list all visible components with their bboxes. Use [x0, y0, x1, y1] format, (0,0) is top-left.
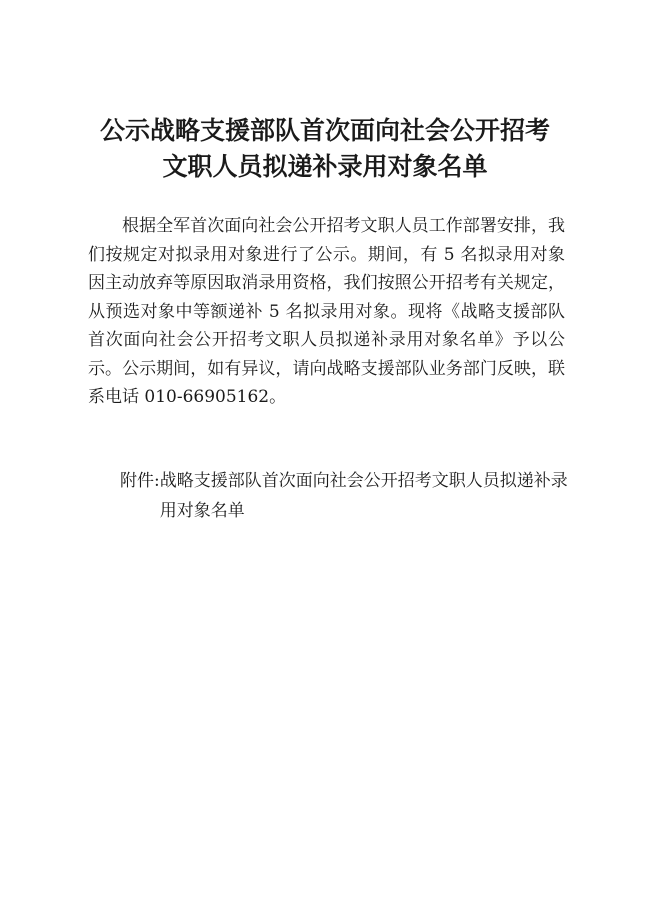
title-line-1: 公示战略支援部队首次面向社会公开招考: [99, 116, 550, 145]
attachment-label: 附件:: [120, 471, 160, 491]
title-line-2: 文职人员拟递补录用对象名单: [162, 152, 488, 181]
attachment-note: [120, 466, 575, 526]
body-paragraph: 根据全军首次面向社会公开招考文职人员工作部署安排，我们按规定对拟录用对象进行了公示。期间，有 5 名拟录用对象因主动放弃等原因取消录用资格，我们按照公开招考有关规定，从预选对象中等额递补 5 名拟录用对象。现将《战略支援部队首次面向社会公开招考文职人员拟递补录用对象名单》予以公示。公示期间，如有异议，请向战略支援部队业务部门反映，联系电话 010-66905162。: [88, 216, 565, 407]
attachment-title: 战略支援部队首次面向社会公开招考文职人员拟递补录用对象名单: [159, 471, 568, 521]
document-title: [40, 113, 610, 185]
